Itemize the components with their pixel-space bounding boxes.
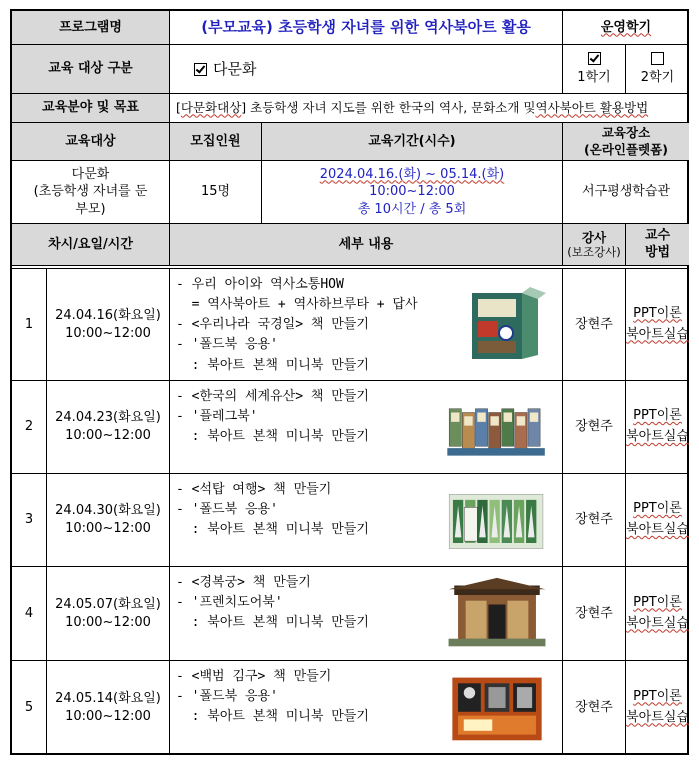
session-method: PPT이론 북아트실습 [626, 381, 689, 474]
book-art-photo [442, 670, 552, 746]
detail-line: - <우리나라 국경일> 책 만들기 [176, 317, 369, 333]
session-lecturer: 장현주 [563, 474, 626, 567]
detail-line: - <석탑 여행> 책 만들기 [176, 482, 332, 497]
audience-value: 다문화 (초등학생 자녀를 둔 부모) [12, 161, 170, 224]
session-detail [170, 661, 431, 755]
term-label: 운영학기 [563, 11, 689, 45]
period-header: 교육기간(시수) [262, 123, 563, 161]
detail-line: : 북아트 본책 미니북 만들기 [176, 615, 369, 631]
book-art-gyeongbokgung [431, 567, 563, 661]
audience-header: 교육대상 [12, 123, 170, 161]
session-method: PPT이론 북아트실습 [626, 474, 689, 567]
session-detail [170, 567, 431, 661]
session-datetime: 24.04.23(화요일) 10:00~12:00 [47, 381, 170, 474]
detail-line: - '폴드북 응용' [176, 502, 278, 518]
program-table [10, 9, 689, 755]
field-label: 교육분야 및 목표 [12, 94, 170, 123]
session-detail [170, 381, 431, 474]
session-number: 5 [12, 661, 47, 755]
field-text: [ 다문화대상 ] 초등학생 자녀 지도를 위한 한국의 역사, 문화소개 및 역사북아트 활용방법 [170, 94, 689, 123]
detail-line: = 역사북아트 + 역사하브루타 + 답사 [176, 297, 418, 313]
book-art-photo [442, 278, 552, 372]
program-name: (부모교육) 초등학생 자녀를 위한 역사북아트 활용 [170, 11, 563, 45]
session-datetime: 24.04.16(화요일) 10:00~12:00 [47, 269, 170, 381]
session-number: 1 [12, 269, 47, 381]
session-method: PPT이론 북아트실습 [626, 269, 689, 381]
place-header: 교육장소 (온라인플렛폼) [563, 123, 689, 161]
book-art-photo [442, 576, 552, 652]
detail-line: : 북아트 본책 미니북 만들기 [176, 709, 369, 725]
session-lecturer: 장현주 [563, 661, 626, 755]
session-detail [170, 269, 431, 381]
period-value: 2024.04.16.(화) ~ 05.14.(화) 10:00~12:00 총 10시간 / 총 5회 [262, 161, 563, 224]
detail-header: 세부 내용 [170, 224, 563, 266]
lecturer-header: 강사 (보조강사) [563, 224, 626, 266]
detail-line: - '폴드북 응용' [176, 337, 278, 353]
session-datetime: 24.05.07(화요일) 10:00~12:00 [47, 567, 170, 661]
term2-checkbox[interactable] [651, 52, 664, 65]
detail-line: : 북아트 본책 미니북 만들기 [176, 357, 369, 373]
session-lecturer: 장현주 [563, 269, 626, 381]
book-art-kim-gu [431, 661, 563, 755]
detail-line: - 우리 아이와 역사소통HOW [176, 277, 344, 292]
method-header: 교수 방법 [626, 224, 689, 266]
book-art-photo [442, 483, 552, 558]
program-label: 프로그램명 [12, 11, 170, 45]
detail-line: - '폴드북 응용' [176, 689, 278, 705]
detail-line: - '프렌치도어북' [176, 595, 283, 611]
capacity-value: 15명 [170, 161, 262, 224]
term1 [563, 45, 626, 94]
term1-checkbox[interactable] [588, 52, 601, 65]
book-art-national-holidays [431, 269, 563, 381]
session-number: 4 [12, 567, 47, 661]
detail-line: - <경복궁> 책 만들기 [176, 575, 311, 590]
session-lecturer: 장현주 [563, 567, 626, 661]
detail-line: : 북아트 본책 미니북 만들기 [176, 522, 369, 538]
session-number: 2 [12, 381, 47, 474]
term2-label: 2학기 [640, 69, 675, 85]
term1-label: 1학기 [577, 69, 611, 85]
detail-line: - <백범 김구> 책 만들기 [176, 669, 332, 684]
session-header: 차시/요일/시간 [12, 224, 170, 266]
session-lecturer: 장현주 [563, 381, 626, 474]
term2 [626, 45, 689, 94]
book-art-world-heritage [431, 381, 563, 474]
session-method: PPT이론 북아트실습 [626, 567, 689, 661]
session-number: 3 [12, 474, 47, 567]
capacity-header: 모집인원 [170, 123, 262, 161]
detail-line: : 북아트 본책 미니북 만들기 [176, 429, 369, 445]
session-datetime: 24.05.14(화요일) 10:00~12:00 [47, 661, 170, 755]
session-method: PPT이론 북아트실습 [626, 661, 689, 755]
book-art-stone-pagoda [431, 474, 563, 567]
session-datetime: 24.04.30(화요일) 10:00~12:00 [47, 474, 170, 567]
target-label: 교육 대상 구분 [12, 45, 170, 94]
session-detail [170, 474, 431, 567]
target-value: 다문화 [170, 45, 563, 94]
target-checkbox[interactable] [194, 63, 207, 76]
book-art-photo [442, 390, 552, 465]
detail-line: - '플레그북' [176, 409, 258, 425]
detail-line: - <한국의 세계유산> 책 만들기 [176, 389, 369, 404]
place-value: 서구평생학습관 [563, 161, 689, 224]
